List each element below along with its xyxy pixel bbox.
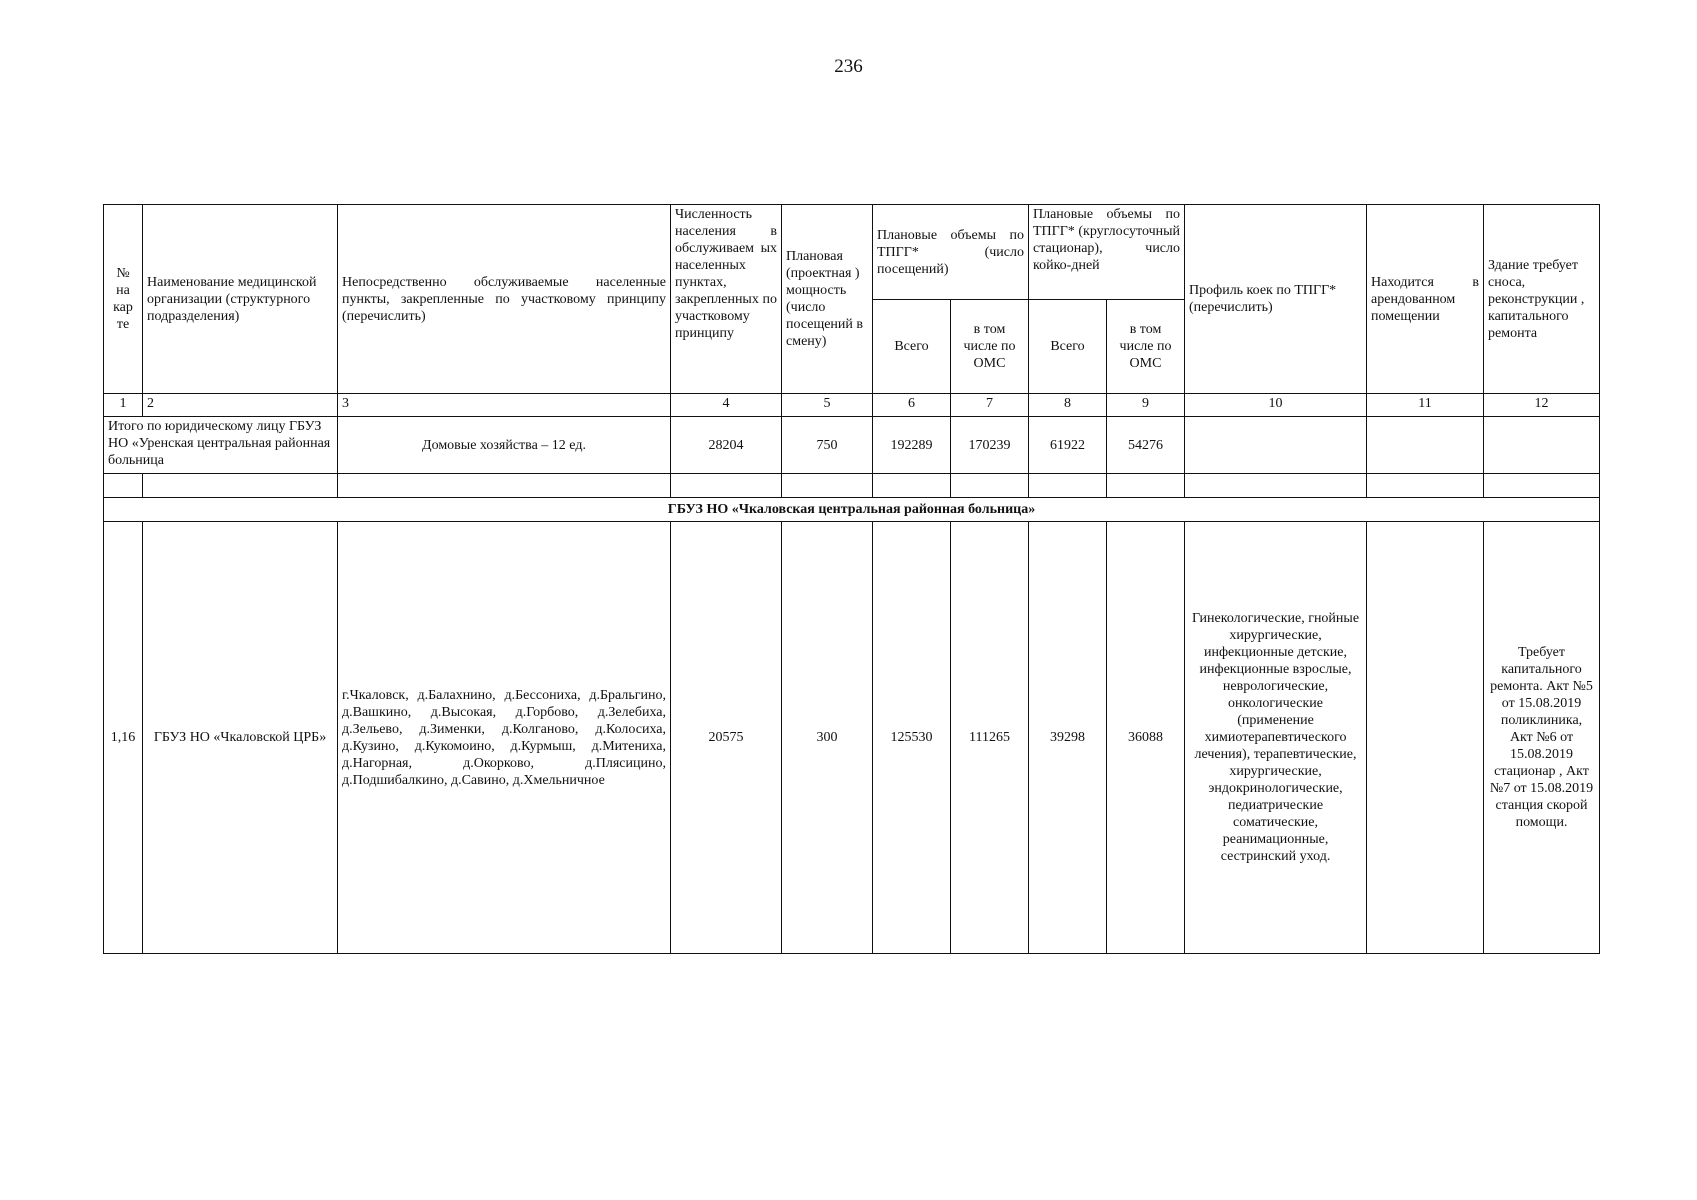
empty-cell (951, 474, 1029, 498)
column-number: 1 (104, 394, 143, 417)
total-beddays-total: 61922 (1029, 417, 1107, 474)
header-visits: Плановые объемы по ТПГГ* (число посещений) (873, 205, 1029, 300)
total-capacity: 750 (782, 417, 873, 474)
header-beddays-oms: в том числе по ОМС (1107, 300, 1185, 394)
empty-cell (782, 474, 873, 498)
column-number: 5 (782, 394, 873, 417)
total-building (1484, 417, 1600, 474)
column-number: 9 (1107, 394, 1185, 417)
total-beddays-oms: 54276 (1107, 417, 1185, 474)
org-building-status: Требует капитального ремонта. Акт №5 от 15.08.2019 поликлиника, Акт №6 от 15.08.2019 стационар , Акт №7 от 15.08.2019 станция скорой помощи. (1484, 522, 1600, 954)
total-rented (1367, 417, 1484, 474)
header-row (104, 205, 1600, 300)
org-population: 20575 (671, 522, 782, 954)
org-visits-total: 125530 (873, 522, 951, 954)
empty-cell (1484, 474, 1600, 498)
total-visits-oms: 170239 (951, 417, 1029, 474)
section-title-row (104, 498, 1600, 522)
header-org-name: Наименование медицинской организации (структурного подразделения) (143, 205, 338, 394)
empty-cell (671, 474, 782, 498)
header-bed-profiles: Профиль коек по ТПГГ* (перечислить) (1185, 205, 1367, 394)
org-bed-profiles: Гинекологические, гнойные хирургические, инфекционные детские, инфекционные взрослые, неврологические, онкологические (применение химиотерапевтического лечения), терапевтические, хирургические, эндокринологические, педиатрические соматические, реанимационные, сестринский уход. (1185, 522, 1367, 954)
column-number: 12 (1484, 394, 1600, 417)
header-building: Здание требует сноса, реконструкции , капитального ремонта (1484, 205, 1600, 394)
org-map-no: 1,16 (104, 522, 143, 954)
empty-row (104, 474, 1600, 498)
org-capacity: 300 (782, 522, 873, 954)
column-number: 7 (951, 394, 1029, 417)
header-settlements: Непосредственно обслуживаемые населенные пункты, закрепленные по участковому принципу (перечислить) (338, 205, 671, 394)
column-number: 8 (1029, 394, 1107, 417)
org-settlements: г.Чкаловск, д.Балахнино, д.Бессониха, д.Бральгино, д.Вашкино, д.Высокая, д.Горбово, д.Зелебиха, д.Зельево, д.Зименки, д.Колганово, д.Колосиха, д.Кузино, д.Кукомоино, д.Курмыш, д.Митениха, д.Нагорная, д.Окорково, д.Плясицино, д.Подшибалкино, д.Савино, д.Хмельничное (338, 522, 671, 954)
column-number: 3 (338, 394, 671, 417)
empty-cell (143, 474, 338, 498)
empty-cell (104, 474, 143, 498)
header-population: Численность населения в обслуживаем ых населенных пунктах, закрепленных по участковому принципу (671, 205, 782, 394)
empty-cell (1185, 474, 1367, 498)
facilities-table (103, 204, 1600, 954)
column-number: 2 (143, 394, 338, 417)
total-settlements: Домовые хозяйства – 12 ед. (338, 417, 671, 474)
empty-cell (1367, 474, 1484, 498)
header-map-no: № на кар те (104, 205, 143, 394)
header-visits-oms: в том числе по ОМС (951, 300, 1029, 394)
header-rented: Находится в арендованном помещении (1367, 205, 1484, 394)
org-visits-oms: 111265 (951, 522, 1029, 954)
org-rented (1367, 522, 1484, 954)
header-beddays: Плановые объемы по ТПГГ* (круглосуточный стационар), число койко-дней (1029, 205, 1185, 300)
total-label: Итого по юридическому лицу ГБУЗ НО «Уренская центральная районная больница (104, 417, 338, 474)
total-population: 28204 (671, 417, 782, 474)
header-visits-total: Всего (873, 300, 951, 394)
org-beddays-oms: 36088 (1107, 522, 1185, 954)
org-name: ГБУЗ НО «Чкаловской ЦРБ» (143, 522, 338, 954)
empty-cell (1029, 474, 1107, 498)
page-number: 236 (834, 56, 863, 77)
header-capacity: Плановая (проектная ) мощность (число посещений в смену) (782, 205, 873, 394)
column-number: 4 (671, 394, 782, 417)
empty-cell (1107, 474, 1185, 498)
column-number: 6 (873, 394, 951, 417)
empty-cell (338, 474, 671, 498)
total-bed-profiles (1185, 417, 1367, 474)
column-number: 10 (1185, 394, 1367, 417)
section-title: ГБУЗ НО «Чкаловская центральная районная больница» (104, 498, 1600, 522)
header-beddays-total: Всего (1029, 300, 1107, 394)
total-row (104, 417, 1600, 474)
org-row (104, 522, 1600, 954)
column-number: 11 (1367, 394, 1484, 417)
total-visits-total: 192289 (873, 417, 951, 474)
empty-cell (873, 474, 951, 498)
org-beddays-total: 39298 (1029, 522, 1107, 954)
column-number-row (104, 394, 1600, 417)
